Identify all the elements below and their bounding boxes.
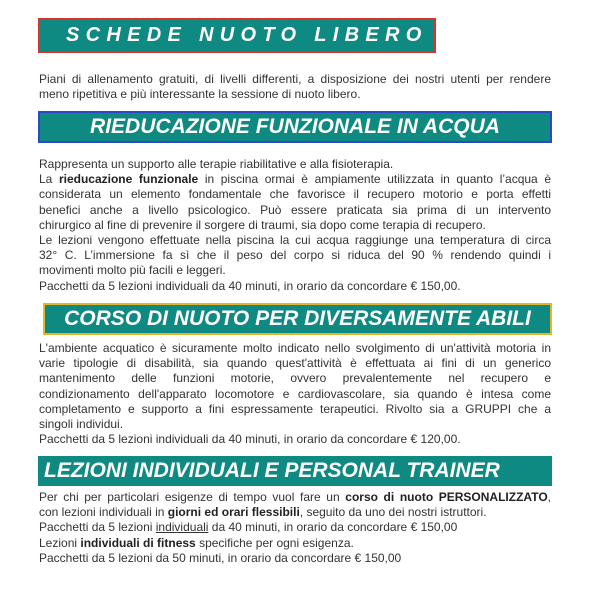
disabili-paragraph <box>39 341 551 447</box>
text-fragment: , <box>547 490 551 504</box>
bold-term: rieducazione funzionale <box>58 172 199 187</box>
text-line <box>39 505 551 520</box>
text-line: Rappresenta un supporto alle terapie riabilitative e alla fisioterapia. <box>39 157 394 171</box>
underlined-term: individuali <box>155 520 209 535</box>
text-line <box>39 536 551 551</box>
text-fragment: in piscina ormai è ampiamente utilizzata in quanto l’acqua è <box>198 172 551 187</box>
text-line: mantenimento delle funzioni motorie, ovvero prevalentemente nel recupero e <box>39 371 551 386</box>
banner-title: CORSO DI NUOTO PER DIVERSAMENTE ABILI <box>64 307 531 330</box>
text-line: completamento e supporto a fini espressamente terapeutici. Rivolto sia a GRUPPI che a <box>39 401 551 416</box>
text-line: benefici anche a livello psicologico. Può essere praticata sia prima di un intervento <box>39 202 551 217</box>
banner-diversamente-abili <box>43 303 552 335</box>
price-line: Pacchetti da 5 lezioni individuali da 40 minuti, in orario da concordare € 120,00. <box>39 432 461 447</box>
banner-rieducazione <box>38 111 552 143</box>
text-line: condizionamento dell'apparato locomotore e cardiovascolare, sia quando è intesa come <box>39 386 551 401</box>
text-line <box>39 490 551 505</box>
text-fragment: Pacchetti da 5 lezioni <box>39 520 156 535</box>
text-line: L'ambiente acquatico è sicuramente molto indicato nello svolgimento di un'attività motoria in <box>39 341 551 355</box>
text-fragment: Per chi per particolari esigenze di tempo vuol fare un <box>39 490 346 504</box>
text-line <box>39 172 551 187</box>
price-line <box>39 520 551 535</box>
text-line: Le lezioni vengono effettuate nella piscina la cui acqua raggiunge una temperatura di circa <box>39 233 551 248</box>
banner-title: LEZIONI INDIVIDUALI E PERSONAL TRAINER <box>44 459 500 482</box>
banner-title: SCHEDE NUOTO LIBERO <box>66 24 428 46</box>
text-fragment: da 40 minuti, in orario da concordare € 150,00 <box>208 520 458 535</box>
banner-schede-nuoto-libero <box>38 18 436 53</box>
text-line: chirurgico al fine di prevenire il sorgere di traumi, sia dopo come terapia di recupero. <box>39 217 486 232</box>
text-fragment: specifiche per ogni esigenza. <box>195 535 354 550</box>
text-line: considerata un elemento fondamentale che favorisce il recupero motorio e porta effetti <box>39 187 551 202</box>
bold-term: giorni ed orari flessibili <box>167 505 300 520</box>
text-line: 32° C. L’immersione fa sì che il peso del corpo si riduca del 90 % rendendo quindi i <box>39 248 551 263</box>
text-line: singoli individui. <box>39 417 124 432</box>
bold-term: corso di nuoto PERSONALIZZATO <box>345 490 548 504</box>
text-fragment: La <box>39 172 59 187</box>
price-line: Pacchetti da 5 lezioni da 50 minuti, in orario da concordare € 150,00 <box>39 550 402 565</box>
text-line: varie tipologie di disabilità, sia quando quest'attività è effettuata ai fini di un generico <box>39 356 551 371</box>
bold-term: individuali di fitness <box>80 535 196 550</box>
text-line: Piani di allenamento gratuiti, di livelli differenti, a disposizione dei nostri utenti per rendere <box>39 72 551 86</box>
rieducazione-paragraph <box>39 157 551 294</box>
price-line: Pacchetti da 5 lezioni individuali da 40 minuti, in orario da concordare € 150,00. <box>39 278 461 293</box>
personal-paragraph <box>39 490 551 566</box>
text-fragment: , seguito da uno dei nostri istruttori. <box>299 505 487 520</box>
text-line: meno ripetitiva e più interessante la sessione di nuoto libero. <box>39 87 361 102</box>
banner-title: RIEDUCAZIONE FUNZIONALE IN ACQUA <box>90 115 500 138</box>
text-fragment: Lezioni <box>39 535 81 550</box>
text-line: movimenti molto più facili e leggeri. <box>39 263 226 278</box>
text-fragment: con lezioni individuali in <box>39 505 168 520</box>
banner-personal-trainer <box>38 456 552 486</box>
intro-paragraph <box>39 72 551 102</box>
